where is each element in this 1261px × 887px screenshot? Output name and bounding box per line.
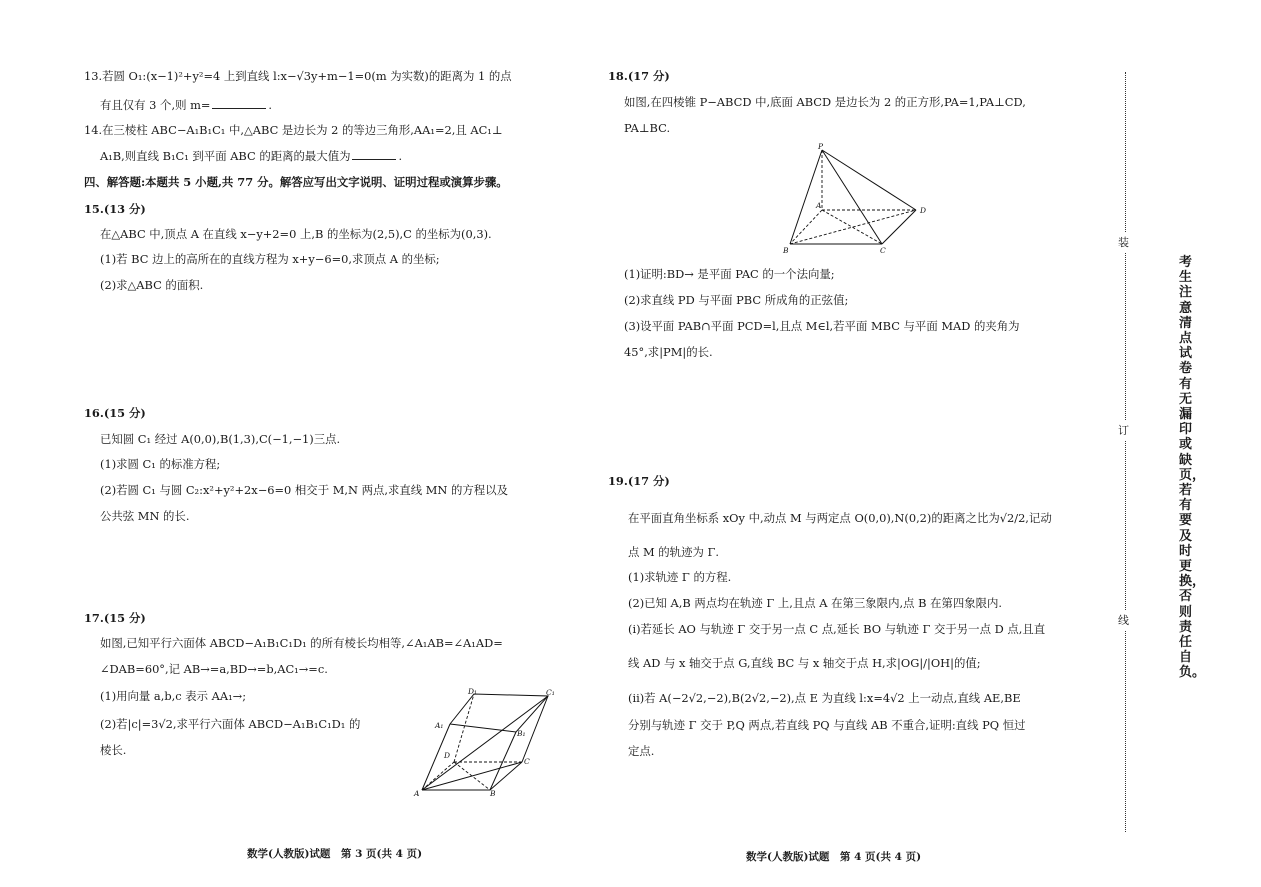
q13-line2 <box>100 97 272 113</box>
fig18-label-D: D <box>920 206 927 215</box>
q15-part1: (1)若 BC 边上的高所在的直线方程为 x+y−6=0,求顶点 A 的坐标; <box>100 252 440 266</box>
q14-line2a: A₁B,则直线 B₁C₁ 到平面 ABC 的距离的最大值为 <box>100 149 351 163</box>
q17-part2a: (2)若|c|=3√2,求平行六面体 ABCD−A₁B₁C₁D₁ 的 <box>100 717 361 731</box>
q14-answer-blank <box>352 149 396 160</box>
right-page-footer: 数学(人教版)试题 第 4 页(共 4 页) <box>746 851 922 863</box>
q19-header: 19.(17 分) <box>608 474 670 488</box>
q18-part1: (1)证明:BD→ 是平面 PAC 的一个法向量; <box>624 267 835 281</box>
binding-char-ding: 订 <box>1118 420 1129 440</box>
fig18-label-B: B <box>783 246 789 255</box>
fig17-label-C1: C₁ <box>546 688 555 697</box>
q19-sub2b: 分别与轨迹 Γ 交于 P,Q 两点,若直线 PQ 与直线 AB 不重合,证明:直线 PQ 恒过 <box>628 718 1026 732</box>
q16-part2a: (2)若圆 C₁ 与圆 C₂:x²+y²+2x−6=0 相交于 M,N 两点,求直线 MN 的方程以及 <box>100 483 508 497</box>
binding-char-xian: 线 <box>1118 610 1129 630</box>
q19-sub1b: 线 AD 与 x 轴交于点 G,直线 BC 与 x 轴交于点 H,求|OG|/|OH|的值; <box>628 656 981 670</box>
q15-header: 15.(13 分) <box>84 202 146 216</box>
q19-stem2: 点 M 的轨迹为 Γ. <box>628 545 720 559</box>
q19-part2: (2)已知 A,B 两点均在轨迹 Γ 上,且点 A 在第三象限内,点 B 在第四象限内. <box>628 596 1003 610</box>
q14-line2b: . <box>398 149 403 163</box>
q18-part3b: 45°,求|PM|的长. <box>624 345 713 359</box>
fig17-label-D1: D₁ <box>468 687 478 696</box>
parallelepiped-figure <box>410 686 560 798</box>
fig18-label-C: C <box>880 246 886 255</box>
q18-stem2: PA⊥BC. <box>624 121 671 135</box>
fig17-label-A: A <box>414 789 420 798</box>
fig18-label-P: P <box>818 142 824 151</box>
fig18-label-A: A <box>816 201 822 210</box>
q17-stem1: 如图,已知平行六面体 ABCD−A₁B₁C₁D₁ 的所有棱长均相等,∠A₁AB=∠A₁AD= <box>100 636 503 650</box>
q17-stem2: ∠DAB=60°,记 AB→=a,BD→=b,AC₁→=c. <box>100 662 328 676</box>
pyramid-figure <box>778 142 938 256</box>
q18-part2: (2)求直线 PD 与平面 PBC 所成角的正弦值; <box>624 293 849 307</box>
q19-sub2c: 定点. <box>628 744 655 758</box>
fig17-label-A1: A₁ <box>435 721 444 730</box>
q19-sub1a: (ⅰ)若延长 AO 与轨迹 Γ 交于另一点 C 点,延长 BO 与轨迹 Γ 交于另一点 D 点,且直 <box>628 622 1046 636</box>
binding-dotted-line <box>1125 72 1126 832</box>
q14-line1: 14.在三棱柱 ABC−A₁B₁C₁ 中,△ABC 是边长为 2 的等边三角形,AA₁=2,且 AC₁⊥ <box>84 123 503 137</box>
q17-part2b: 棱长. <box>100 743 127 757</box>
q16-part1: (1)求圆 C₁ 的标准方程; <box>100 457 221 471</box>
q14-line2 <box>100 148 402 164</box>
section-4-heading: 四、解答题:本题共 5 小题,共 77 分。解答应写出文字说明、证明过程或演算步骤。 <box>84 175 508 189</box>
q15-stem: 在△ABC 中,顶点 A 在直线 x−y+2=0 上,B 的坐标为(2,5),C 的坐标为(0,3). <box>100 227 492 241</box>
q13-line2b: . <box>268 98 273 112</box>
fig17-label-B1: B₁ <box>517 729 526 738</box>
q19-sub2a: (ⅱ)若 A(−2√2,−2),B(2√2,−2),点 E 为直线 l:x=4√2 上一动点,直线 AE,BE <box>628 691 1021 705</box>
q18-header: 18.(17 分) <box>608 69 670 83</box>
q13-line1: 13.若圆 O₁:(x−1)²+y²=4 上到直线 l:x−√3y+m−1=0(m 为实数)的距离为 1 的点 <box>84 69 512 83</box>
q13-line2a: 有且仅有 3 个,则 m= <box>100 98 211 112</box>
q17-part1: (1)用向量 a,b,c 表示 AA₁→; <box>100 689 247 703</box>
left-page-footer: 数学(人教版)试题 第 3 页(共 4 页) <box>247 848 423 860</box>
q18-stem1: 如图,在四棱锥 P−ABCD 中,底面 ABCD 是边长为 2 的正方形,PA=1,PA⊥CD, <box>624 95 1026 109</box>
binding-char-zhuang: 装 <box>1118 232 1129 252</box>
fig17-label-C: C <box>524 757 530 766</box>
q19-part1: (1)求轨迹 Γ 的方程. <box>628 570 732 584</box>
fig17-label-D: D <box>444 751 451 760</box>
q13-answer-blank <box>212 98 266 109</box>
q16-header: 16.(15 分) <box>84 406 146 420</box>
fig17-label-B: B <box>490 789 496 798</box>
q19-stem1: 在平面直角坐标系 xOy 中,动点 M 与两定点 O(0,0),N(0,2)的距离之比为√2/2,记动 <box>628 511 1052 525</box>
q18-part3a: (3)设平面 PAB∩平面 PCD=l,且点 M∈l,若平面 MBC 与平面 MAD 的夹角为 <box>624 319 1020 333</box>
q17-header: 17.(15 分) <box>84 611 146 625</box>
exam-notice-vertical: 考生注意清点试卷有无漏印或缺页，若有要及时更换，否则责任自负。 <box>1179 255 1206 681</box>
q15-part2: (2)求△ABC 的面积. <box>100 278 204 292</box>
q16-stem: 已知圆 C₁ 经过 A(0,0),B(1,3),C(−1,−1)三点. <box>100 432 341 446</box>
q16-part2b: 公共弦 MN 的长. <box>100 509 190 523</box>
